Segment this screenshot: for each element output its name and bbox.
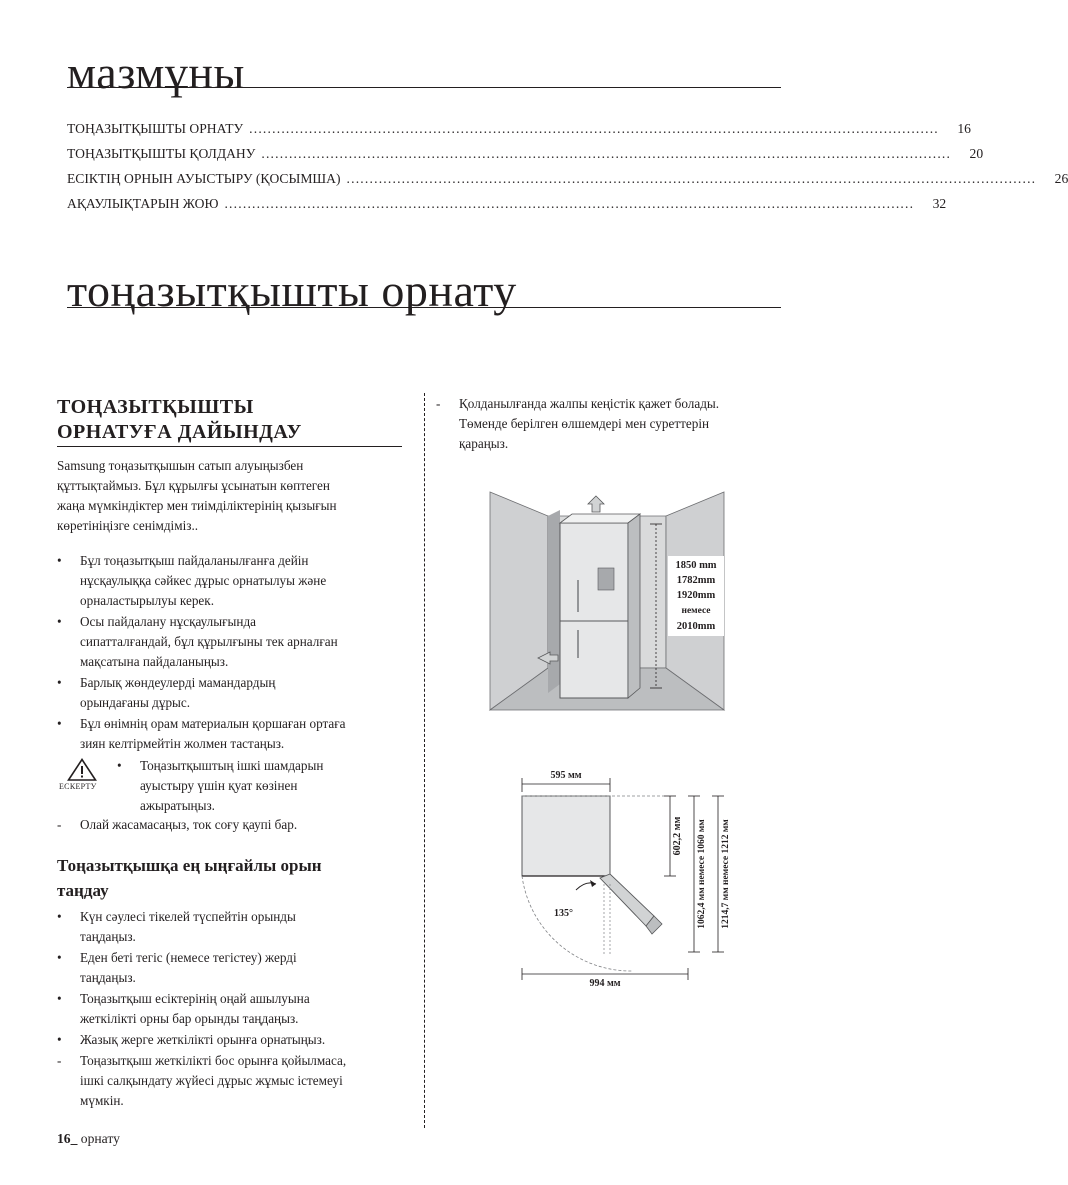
section-rule	[67, 307, 781, 308]
list-item	[57, 989, 407, 1029]
bullet-marker: •	[57, 991, 62, 1006]
list-item	[57, 907, 407, 947]
toc-entry-page: 26	[1054, 171, 1068, 186]
opened-door	[600, 874, 654, 926]
installation-space-figure	[478, 488, 736, 724]
location-heading-line1: Тоңазытқышқа ең ыңғайлы орын	[57, 856, 322, 875]
toc-entry-page: 20	[969, 146, 984, 161]
list-item-line: Жазық жерге жеткілікті орынға орнатыңыз.	[80, 1032, 326, 1047]
toc-entry-title: ЕСІКТІҢ ОРНЫН АУЫСТЫРУ (ҚОСЫМША)	[67, 171, 341, 186]
toc-entry-title: АҚАУЛЫҚТАРЫН ЖОЮ	[67, 196, 219, 211]
page-footer	[57, 1131, 120, 1147]
dash-note	[57, 815, 407, 835]
angle-label: 135°	[554, 908, 573, 919]
fridge-top	[560, 514, 640, 523]
toc-entry-title: ТОҢАЗЫТҚЫШТЫ ОРНАТУ	[67, 121, 244, 136]
list-item	[57, 948, 407, 988]
page-title: мазмұны	[67, 47, 245, 98]
bullet-marker: •	[57, 1032, 62, 1047]
toc-entry[interactable]	[67, 171, 1068, 191]
fridge-shadow	[548, 510, 560, 693]
open-width-label: 994 мм	[589, 978, 621, 989]
caution-line: Тоңазытқыштың ішкі шамдарын	[140, 758, 324, 773]
list-item	[57, 1051, 412, 1111]
list-item-line: мақсатына пайдаланыңыз.	[80, 654, 229, 669]
intro-line: көретініңізге сенімдіміз..	[57, 518, 199, 533]
list-item-line: жеткілікті орны бар орынды таңдаңыз.	[80, 1011, 299, 1026]
space-note-line: қараңыз.	[459, 436, 509, 451]
list-item	[57, 673, 407, 713]
list-item-line: Еден беті тегіс (немесе тегістеу) жерді	[80, 950, 297, 965]
bullet-marker: •	[57, 675, 62, 690]
toc-entry-page: 16	[957, 121, 971, 136]
bullet-marker: •	[57, 716, 62, 731]
toc-entry-page: 32	[932, 196, 947, 211]
fridge-body	[560, 523, 628, 698]
list-item-line: мүмкін.	[80, 1093, 124, 1108]
list-item-line: Бұл өнімнің орам материалын қоршаған ортаға	[80, 716, 346, 731]
list-item-line: орналастырылуы керек.	[80, 593, 214, 608]
intro-line: жаңа мүмкіндіктер мен тиімділіктерінің қызығын	[57, 498, 337, 513]
height-label-or: немесе	[681, 606, 711, 616]
list-item	[57, 714, 407, 754]
caution-line: ажыратыңыз.	[140, 798, 215, 813]
total-depth-label: 1214,7 мм немесе 1212 мм	[721, 819, 731, 929]
list-item-line: Күн сәулесі тікелей түспейтін орынды	[80, 909, 296, 924]
list-item-line: Осы пайдалану нұсқаулығында	[80, 614, 257, 629]
space-note	[436, 394, 796, 454]
warning-triangle-icon	[67, 758, 97, 782]
bullet-marker: •	[117, 758, 122, 773]
dash-marker: -	[57, 817, 62, 832]
bullet-marker: •	[57, 909, 62, 924]
up-arrow-icon	[588, 496, 604, 512]
open-depth-label: 1062,4 мм немесе 1060 мм	[697, 819, 707, 929]
depth-label: 602,2 мм	[672, 816, 683, 856]
prep-heading-line1: ТОҢАЗЫТҚЫШТЫ	[57, 396, 254, 418]
list-item	[57, 612, 407, 672]
toc-leader-dots: ......................................................................................................................................................	[261, 146, 952, 161]
column-divider	[424, 393, 425, 1128]
fridge-top-view	[522, 796, 610, 876]
footer-page-number: 16_	[57, 1131, 78, 1146]
caution-item	[117, 756, 407, 816]
prep-heading-line2: ОРНАТУҒА ДАЙЫНДАУ	[57, 421, 302, 443]
location-heading-line2: таңдау	[57, 881, 109, 900]
list-item-line: таңдаңыз.	[80, 970, 136, 985]
list-item-line: ішкі салқындату жүйесі дұрыс жұмыс істемеуі	[80, 1073, 343, 1088]
intro-line: құттықтаймыз. Бұл құрылғы ұсынатын көптеген	[57, 478, 330, 493]
bullet-marker: •	[57, 614, 62, 629]
caution-label: ЕСКЕРТУ	[59, 782, 97, 791]
list-item-line: нұсқаулыққа сәйкес дұрыс орнатылуы және	[80, 573, 327, 588]
toc-entry-title: ТОҢАЗЫТҚЫШТЫ ҚОЛДАНУ	[67, 146, 256, 161]
fridge-side	[628, 514, 640, 698]
space-note-line: Төменде берілген өлшемдері мен суреттерін	[459, 416, 710, 431]
dash-marker: -	[57, 1053, 62, 1068]
list-item-line: Бұл тоңазытқыш пайдаланылғанға дейін	[80, 553, 309, 568]
dash-marker: -	[436, 396, 441, 411]
door-clearance-figure	[514, 766, 752, 990]
space-note-line: Қолданылғанда жалпы кеңістік қажет болады.	[459, 396, 720, 411]
list-item	[57, 551, 407, 611]
height-label: 1782mm	[676, 575, 716, 586]
width-label: 595 мм	[550, 770, 582, 781]
toc-entry[interactable]	[67, 146, 984, 166]
water-dispenser-icon	[598, 568, 614, 590]
toc-leader-dots: ......................................................................................................................................................	[346, 171, 1037, 186]
title-rule	[67, 87, 781, 88]
toc-entry[interactable]	[67, 121, 971, 141]
list-item-line: сипатталғандай, бұл құрылғыны тек арналған	[80, 634, 338, 649]
list-item-line: Тоңазытқыш есіктерінің оңай ашылуына	[80, 991, 310, 1006]
list-item-line: таңдаңыз.	[80, 929, 136, 944]
intro-paragraph	[57, 456, 407, 536]
list-item-line: Барлық жөндеулерді мамандардың	[80, 675, 276, 690]
caution-line: ауыстыру үшін қуат көзінен	[140, 778, 298, 793]
angle-arrow-icon	[590, 880, 596, 887]
height-label: 2010mm	[676, 621, 716, 632]
bullet-marker: •	[57, 950, 62, 965]
footer-section: орнату	[80, 1131, 120, 1146]
toc-leader-dots: ......................................................................................................................................................	[224, 196, 915, 211]
list-item-line: зиян келтірмейтін жолмен тастаңыз.	[80, 736, 285, 751]
heading-underline	[57, 446, 402, 447]
list-item	[57, 1030, 407, 1050]
toc-leader-dots: ......................................................................................................................................................	[249, 121, 939, 136]
dash-note-text: Олай жасамасаңыз, ток соғу қаупі бар.	[80, 817, 298, 832]
list-item-line: Тоңазытқыш жеткілікті бос орынға қойылмаса,	[80, 1053, 347, 1068]
height-label: 1920mm	[676, 590, 716, 601]
height-label: 1850 mm	[675, 560, 717, 571]
bullet-marker: •	[57, 553, 62, 568]
toc-entry[interactable]	[67, 196, 947, 216]
section-title: тоңазытқышты орнату	[67, 265, 517, 316]
intro-line: Samsung тоңазытқышын сатып алуыңызбен	[57, 458, 304, 473]
list-item-line: орындағаны дұрыс.	[80, 695, 191, 710]
